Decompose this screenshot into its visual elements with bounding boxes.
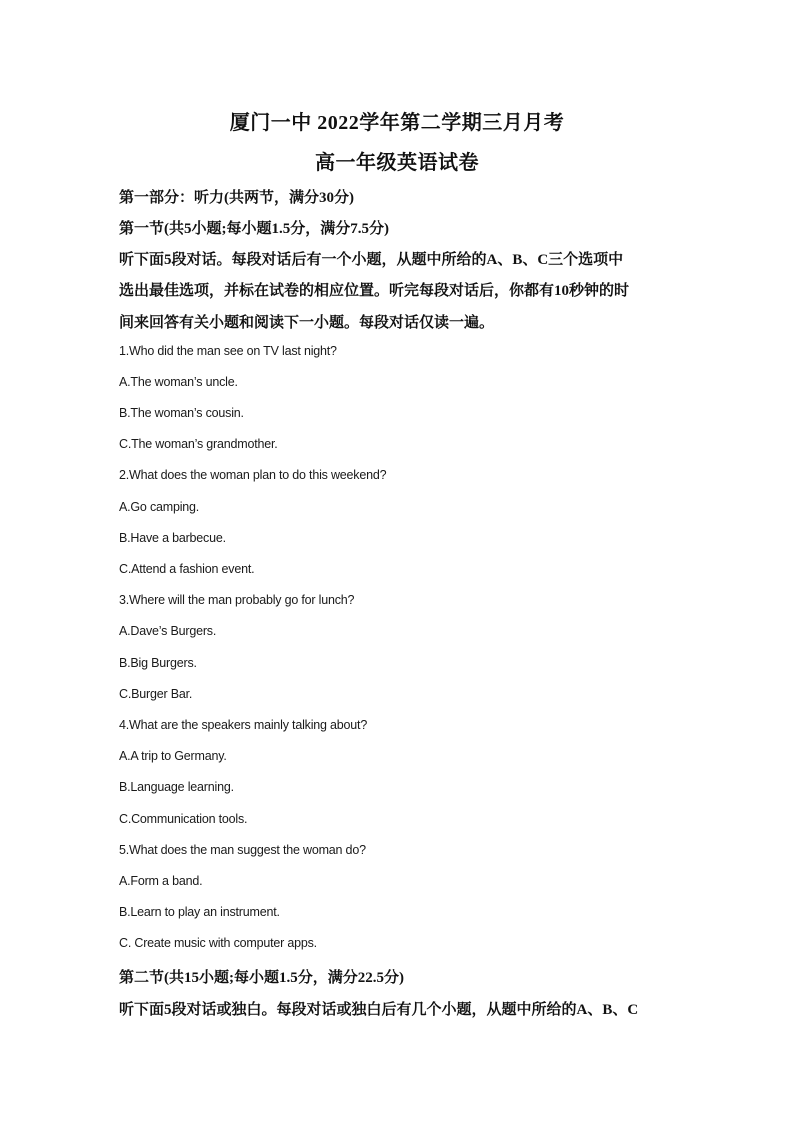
section2-instructions-line-1: 听下面5段对话或独白。每段对话或独白后有几个小题，从题中所给的A、B、C [119, 1002, 639, 1018]
question-option: A.Form a band. [119, 874, 203, 888]
section1-instructions-line-2: 选出最佳选项，并标在试卷的相应位置。听完每段对话后，你都有10秒钟的时 [119, 283, 630, 299]
question-option: A.The woman’s uncle. [119, 375, 238, 389]
question-stem: 1.Who did the man see on TV last night? [119, 344, 337, 358]
question-option: A.A trip to Germany. [119, 749, 227, 763]
question-option: B.Big Burgers. [119, 656, 197, 670]
question-option: B.The woman’s cousin. [119, 406, 244, 420]
question-option: C.Burger Bar. [119, 687, 193, 701]
question-option: B.Learn to play an instrument. [119, 905, 280, 919]
section2-heading: 第二节(共15小题;每小题1.5分，满分22.5分) [119, 970, 404, 986]
question-option: A.Go camping. [119, 500, 200, 514]
part1-heading: 第一部分：听力(共两节，满分30分) [119, 190, 354, 206]
question-stem: 4.What are the speakers mainly talking about? [119, 718, 368, 732]
question-option: B.Language learning. [119, 780, 234, 794]
section1-heading: 第一节(共5小题;每小题1.5分，满分7.5分) [119, 221, 389, 237]
section1-instructions-line-1: 听下面5段对话。每段对话后有一个小题，从题中所给的A、B、C三个选项中 [119, 252, 624, 268]
question-stem: 3.Where will the man probably go for lunch? [119, 593, 355, 607]
question-option: C.Communication tools. [119, 812, 248, 826]
question-option: B.Have a barbecue. [119, 531, 226, 545]
section1-instructions-line-3: 间来回答有关小题和阅读下一小题。每段对话仅读一遍。 [119, 315, 495, 331]
question-option: A.Dave’s Burgers. [119, 624, 217, 638]
question-option: C.Attend a fashion event. [119, 562, 255, 576]
exam-title: 厦门一中 2022学年第二学期三月月考 [229, 112, 565, 134]
question-stem: 2.What does the woman plan to do this weekend? [119, 468, 387, 482]
exam-subtitle: 高一年级英语试卷 [315, 152, 479, 174]
question-stem: 5.What does the man suggest the woman do? [119, 843, 366, 857]
question-option: C. Create music with computer apps. [119, 936, 317, 950]
question-option: C.The woman’s grandmother. [119, 437, 278, 451]
